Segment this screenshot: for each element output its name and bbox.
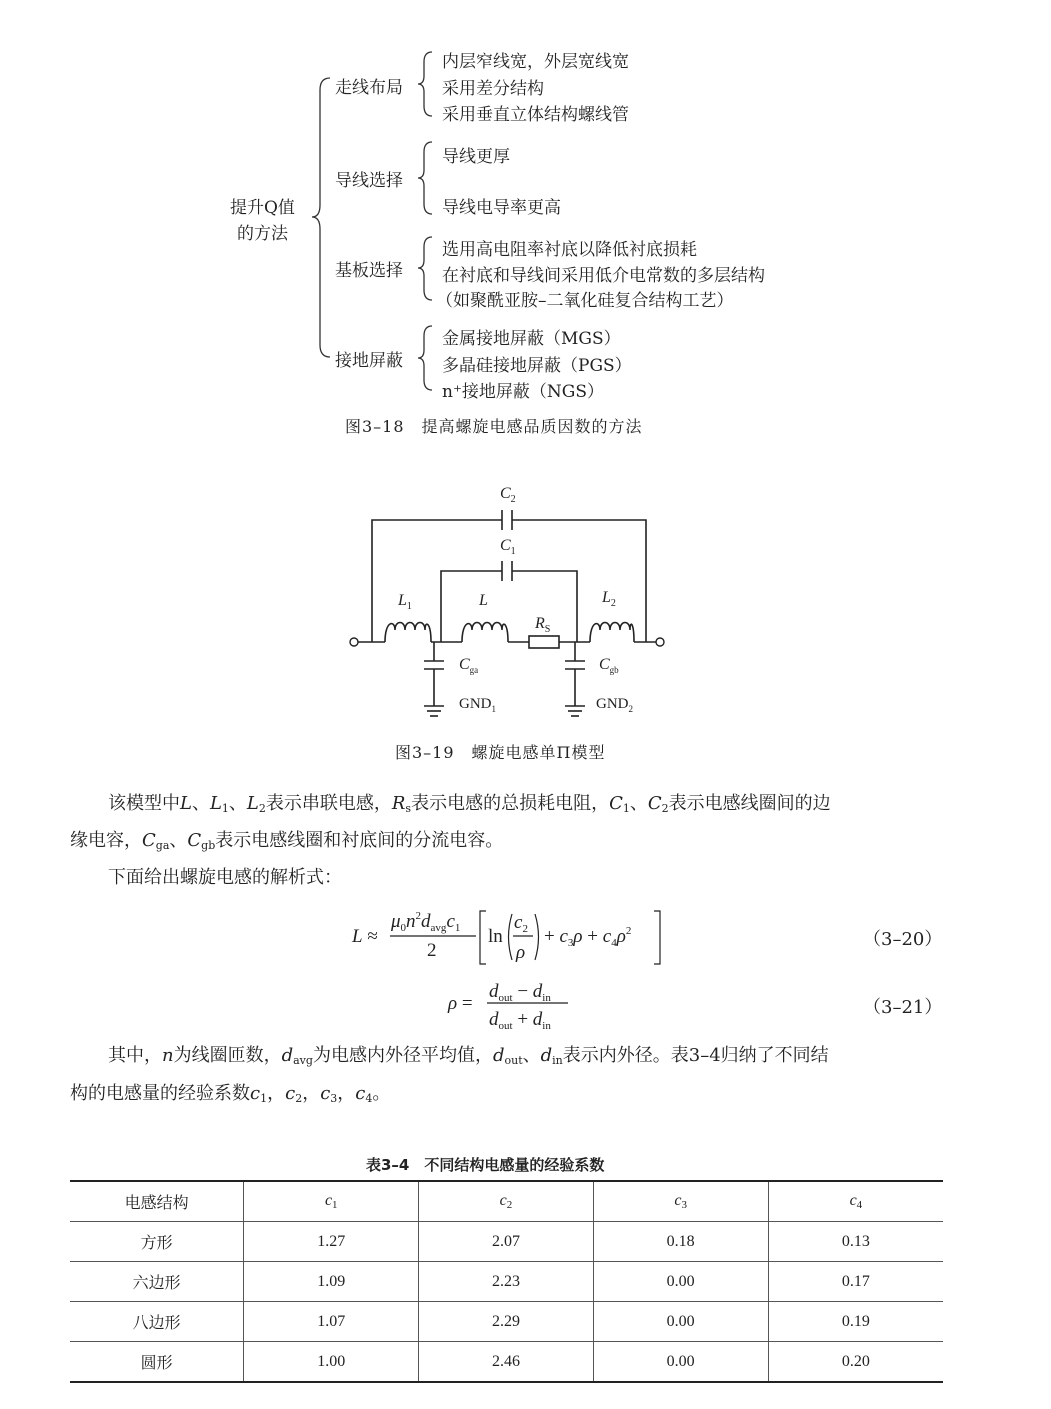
c2-label: C (500, 485, 511, 502)
method-item: 在衬底和导线间采用低介电常数的多层结构 (442, 266, 765, 286)
header-cell: $c_2$ (419, 1181, 593, 1222)
table-header-row (70, 1181, 943, 1222)
table-cell: 2.29 (419, 1302, 593, 1342)
svg-text:RS: $R_S$ (535, 615, 551, 635)
category-label: 导线选择 (335, 171, 403, 191)
cgb-label: C (599, 656, 610, 673)
table-row (70, 1262, 943, 1302)
svg-text:GND1: $GND_1$ (459, 696, 496, 714)
gnd1-label: GND (459, 696, 492, 712)
rs-label: R (535, 615, 545, 632)
table-cell: 0.00 (593, 1302, 768, 1342)
header-cell: $c_3$ (593, 1181, 768, 1222)
svg-text:dout − din: $d_{out} - d_{in}$ (489, 981, 551, 1004)
table-cell: 1.00 (244, 1342, 419, 1383)
table-row (70, 1222, 943, 1262)
table-cell: 2.23 (419, 1262, 593, 1302)
svg-text:L1: $L_1$ (398, 592, 412, 612)
table-cell: 1.27 (244, 1222, 419, 1262)
l-label: L (479, 592, 488, 609)
figure-caption: 图3–19 螺旋电感单Π模型 (395, 743, 606, 762)
table-cell: 0.17 (768, 1262, 943, 1302)
l1-label: L (398, 592, 407, 609)
table-caption: 表3–4 不同结构电感量的经验系数 (366, 1156, 605, 1174)
svg-text:c2: $c_2$ (514, 912, 528, 935)
category-label: 走线布局 (335, 78, 403, 98)
paragraph-line: 构的电感量的经验系数$c_1$，$c_2$，$c_3$，$c_4$。 (70, 1083, 391, 1105)
table-cell: 2.46 (419, 1342, 593, 1383)
table-cell: 方形 (70, 1222, 244, 1262)
table-cell: 1.09 (244, 1262, 419, 1302)
method-item: （如聚酰亚胺–二氧化硅复合结构工艺） (436, 291, 734, 311)
table-cell: 八边形 (70, 1302, 244, 1342)
svg-text:C2: $C_2$ (500, 485, 516, 505)
svg-text:ρ: ρ (516, 942, 526, 963)
gnd2-label: GND (596, 696, 629, 712)
svg-text:L ≈: L ≈ (352, 926, 378, 947)
method-item: 采用垂直立体结构螺线管 (442, 105, 629, 125)
header-cell: 电感结构 (70, 1181, 244, 1222)
method-item: 采用差分结构 (442, 79, 544, 99)
paragraph-line: 下面给出螺旋电感的解析式： (108, 867, 342, 888)
method-item: 导线更厚 (442, 147, 510, 167)
method-item: 内层窄线宽，外层宽线宽 (442, 52, 629, 72)
svg-text:L2: $L_2$ (602, 589, 616, 609)
table-cell: 0.20 (768, 1342, 943, 1383)
header-cell: $c_1$ (244, 1181, 419, 1222)
header-cell: $c_4$ (768, 1181, 943, 1222)
svg-text:Cga: $C_{ga}$ (459, 656, 479, 675)
svg-text:ln: ln (488, 926, 503, 947)
table-cell: 0.00 (593, 1262, 768, 1302)
svg-text:μ0n2davgc1: $\mu_0n^2d_{avg}c_1$ (391, 910, 461, 934)
category-label: 基板选择 (335, 261, 403, 281)
c1-label: C (500, 537, 511, 554)
equations (340, 898, 680, 1038)
table-cell: 2.07 (419, 1222, 593, 1262)
method-item: 多晶硅接地屏蔽（PGS） (442, 356, 632, 376)
method-item: 金属接地屏蔽（MGS） (442, 329, 621, 349)
svg-text:2: 2 (427, 940, 437, 961)
equation-number: （3–20） (863, 929, 943, 950)
paragraph-line: 缘电容，$C_{ga}$、$C_{gb}$表示电感线圈和衬底间的分流电容。 (70, 830, 504, 852)
method-item: 导线电导率更高 (442, 198, 561, 218)
root-label: 提升Q值 的方法 (230, 198, 295, 244)
table-cell: 0.13 (768, 1222, 943, 1262)
table-cell: 0.19 (768, 1302, 943, 1342)
table-cell: 六边形 (70, 1262, 244, 1302)
cga-label: C (459, 656, 470, 673)
l2-label: L (602, 589, 611, 606)
table-row (70, 1342, 943, 1383)
paragraph-line: 其中，n为线圈匝数，$d_{avg}$为电感内外径平均值，$d_{out}$、$d_{in}$表示内外径。表3–4归纳了不同结 (108, 1045, 829, 1067)
category-label: 接地屏蔽 (335, 351, 403, 371)
table-cell: 1.07 (244, 1302, 419, 1342)
svg-text:GND2: $GND_2$ (596, 696, 633, 714)
svg-text:ρ =: ρ = (448, 993, 473, 1014)
method-item: 选用高电阻率衬底以降低衬底损耗 (442, 240, 697, 260)
coefficient-table (70, 1180, 943, 1383)
equation-number: （3–21） (863, 997, 943, 1018)
figure-caption: 图3–18 提高螺旋电感品质因数的方法 (345, 417, 643, 436)
pi-model-circuit (0, 470, 1051, 730)
svg-text:dout + din: $d_{out} + d_{in}$ (489, 1009, 551, 1032)
table-row (70, 1302, 943, 1342)
table-cell: 0.00 (593, 1342, 768, 1383)
table-cell: 0.18 (593, 1222, 768, 1262)
paragraph-line: 该模型中L、$L_1$、$L_2$表示串联电感，$R_s$表示电感的总损耗电阻，$C_1$、$C_2$表示电感线圈间的边 (108, 793, 831, 815)
svg-text:+ c3ρ + c4ρ2: + $c_3\rho + c_4\rho^2$ (544, 925, 632, 949)
svg-text:Cgb: $C_{gb}$ (599, 656, 619, 675)
svg-text:C1: $C_1$ (500, 537, 516, 557)
table-cell: 圆形 (70, 1342, 244, 1383)
method-item: n⁺接地屏蔽（NGS） (442, 382, 605, 402)
